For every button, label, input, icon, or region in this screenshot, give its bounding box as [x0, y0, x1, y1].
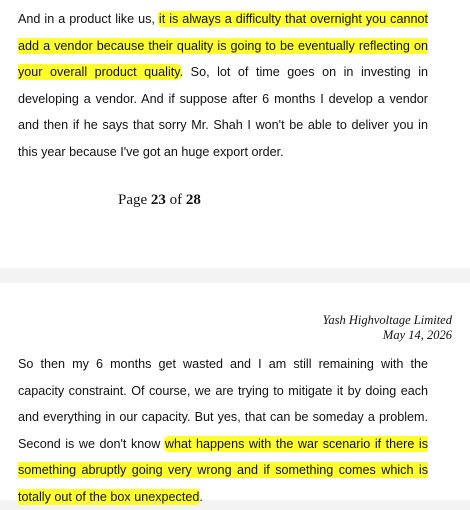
- highlighted-text: what happens with the war scenario if there is something abruptly going very wrong and if something comes which is totally out of the box unexpected: [18, 436, 429, 504]
- header-company: Yash Highvoltage Limited: [322, 313, 452, 327]
- page-of: of: [169, 192, 183, 208]
- paragraph-text: . So, lot of time goes on in investing in developing a vendor. And if suppose after 6 months I develop a vendor and then if he says that sorry Mr. Shah I won't be able to deliver you in this year because I've got an huge export order.: [18, 65, 428, 159]
- highlighted-text: it is always a difficulty that overnight you cannot add a vendor because their quality is going to be eventually reflecting on your overall product quality: [18, 12, 428, 79]
- page-prefix: Page: [118, 192, 148, 208]
- transcript-paragraph: [18, 6, 428, 165]
- paragraph-text: And in a product like us,: [18, 12, 159, 26]
- page-total: 28: [185, 192, 201, 208]
- page-header: [323, 313, 452, 343]
- paragraph-text: So then my 6 months get wasted and I am still remaining with the capacity constraint. Of course, we are trying to mitigate it by doing each and everything in our capacity. But yes, that can be someday a problem. Second is we don't know: [18, 357, 428, 451]
- page-number-label: [118, 192, 201, 209]
- transcript-paragraph: [18, 351, 428, 510]
- header-date: May 14, 2026: [382, 328, 452, 342]
- paragraph-text: .: [199, 489, 203, 504]
- page-current: 23: [150, 192, 166, 208]
